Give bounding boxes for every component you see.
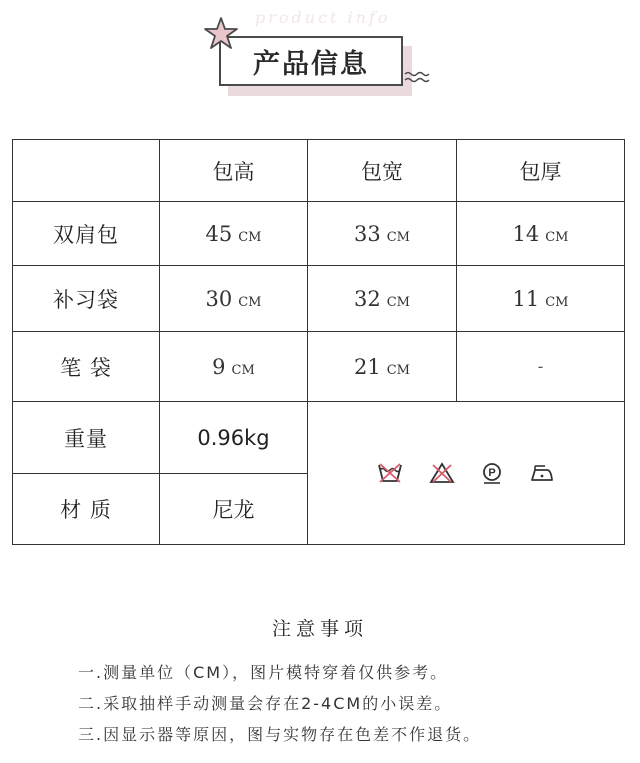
value-cell	[308, 202, 457, 266]
dry-clean-p-icon	[481, 462, 503, 484]
no-bleach-icon	[429, 462, 455, 484]
value-cell	[160, 474, 308, 545]
care-icons	[308, 462, 624, 484]
weight-value: 0.96kg	[197, 425, 270, 450]
material-value: 尼龙	[212, 498, 255, 522]
header-empty-cell	[13, 140, 160, 202]
value-cell	[308, 332, 457, 402]
script-decoration: product info	[255, 8, 391, 27]
value-number: 45	[205, 221, 233, 246]
material-label: 材 质	[60, 498, 112, 522]
value-cell	[160, 202, 308, 266]
product-info-table	[12, 139, 625, 545]
value-number: 11	[512, 286, 540, 311]
table-row	[13, 332, 625, 402]
value-number: 33	[354, 221, 381, 246]
title-box	[219, 36, 403, 86]
svg-text:P: P	[488, 467, 496, 479]
note-line: 一.测量单位（CM），图片模特穿着仅供参考。	[78, 663, 449, 682]
table-header-row	[13, 140, 625, 202]
page-title: 产品信息	[253, 48, 369, 80]
unit-label: CM	[386, 362, 410, 378]
note-line: 三.因显示器等原因，图与实物存在色差不作退货。	[78, 725, 482, 744]
unit-label: CM	[231, 362, 255, 378]
row-label-cell	[13, 266, 160, 332]
title-badge	[0, 0, 640, 110]
value-cell	[457, 266, 625, 332]
table-row	[13, 402, 625, 474]
unit-label: CM	[545, 294, 569, 310]
row-label-cell	[13, 332, 160, 402]
row-label-cell	[13, 474, 160, 545]
row-label: 补习袋	[53, 287, 119, 312]
no-wash-icon	[377, 462, 403, 484]
header-label: 包高	[212, 159, 255, 184]
unit-label: CM	[386, 229, 410, 245]
iron-low-icon	[529, 463, 555, 483]
value-number: 14	[512, 221, 540, 246]
value-cell	[160, 266, 308, 332]
value-cell	[457, 202, 625, 266]
value-cell	[308, 266, 457, 332]
row-label-cell	[13, 202, 160, 266]
care-icons-cell	[308, 402, 625, 545]
empty-value-dash: -	[537, 357, 544, 376]
header-cell-width	[308, 140, 457, 202]
header-label: 包厚	[519, 159, 562, 184]
table-row	[13, 266, 625, 332]
unit-label: CM	[238, 229, 262, 245]
value-cell	[160, 402, 308, 474]
value-number: 32	[354, 286, 381, 311]
row-label: 双肩包	[53, 222, 119, 247]
value-number: 30	[205, 286, 233, 311]
value-number: 21	[354, 354, 381, 379]
row-label: 笔 袋	[60, 355, 112, 380]
wave-icon	[404, 70, 432, 84]
value-number: 9	[212, 354, 226, 379]
weight-label: 重量	[64, 426, 108, 451]
star-icon	[201, 14, 241, 54]
unit-label: CM	[545, 229, 569, 245]
notes-title: 注意事项	[271, 618, 368, 640]
value-cell	[457, 332, 625, 402]
header-label: 包宽	[361, 159, 403, 184]
row-label-cell	[13, 402, 160, 474]
note-line: 二.采取抽样手动测量会存在2-4CM的小误差。	[78, 694, 453, 713]
table-row	[13, 202, 625, 266]
header-cell-height	[160, 140, 308, 202]
value-cell	[160, 332, 308, 402]
unit-label: CM	[386, 294, 410, 310]
header-cell-thickness	[457, 140, 625, 202]
unit-label: CM	[238, 294, 262, 310]
